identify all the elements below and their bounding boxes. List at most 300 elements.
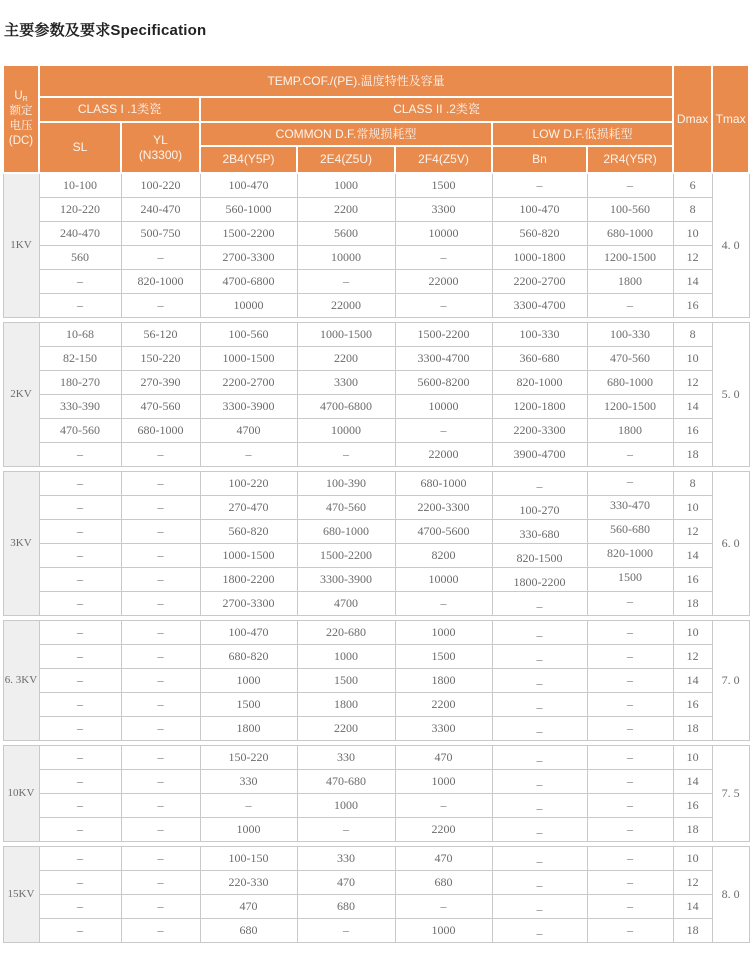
dmax-cell: 16 [673,692,712,716]
2b4-cell: 1000 [200,668,297,692]
table-row [3,221,749,245]
bn-cell: 1800-2200 [492,567,587,591]
sl-cell: – [39,817,121,841]
sl-cell: – [39,894,121,918]
bn-cell: 3300-4700 [492,293,587,317]
2e4-cell: 220-680 [297,620,395,644]
yl-cell: – [121,668,200,692]
2b4-cell: 100-470 [200,173,297,197]
sl-cell: – [39,846,121,870]
tmax-cell: 8. 0 [712,846,749,942]
2e4-cell: 1800 [297,692,395,716]
2f4-cell: 5600-8200 [395,370,492,394]
voltage-line-3: 电压 [9,120,33,133]
tmax-cell: 6. 0 [712,471,749,615]
2r4-cell: – [587,817,673,841]
bn-cell: – [492,870,587,894]
yl-column-header [121,122,200,173]
2b4-cell: 680 [200,918,297,942]
yl-cell: – [121,293,200,317]
bn-cell: 100-330 [492,322,587,346]
dmax-cell: 14 [673,269,712,293]
sl-cell: 330-390 [39,394,121,418]
2f4-cell: 10000 [395,567,492,591]
2e4-cell: 680-1000 [297,519,395,543]
2f4-cell: 22000 [395,442,492,466]
table-row [3,894,749,918]
table-row [3,543,749,567]
voltage-cell: 6. 3KV [3,620,39,740]
sl-cell: – [39,793,121,817]
dmax-cell: 16 [673,793,712,817]
sl-cell: – [39,716,121,740]
spec-table [2,64,750,943]
2b4-cell: 330 [200,769,297,793]
dmax-cell: 18 [673,442,712,466]
bn-cell: – [492,894,587,918]
2e4-cell: 1000 [297,173,395,197]
dmax-cell: 8 [673,471,712,495]
2b4-cell: 1000-1500 [200,346,297,370]
2r4-cell: – [587,692,673,716]
table-row [3,846,749,870]
dmax-cell: 18 [673,918,712,942]
table-row [3,644,749,668]
temp-cof-header: TEMP.COF./(PE).温度特性及容量 [39,65,673,97]
2f4-cell: 2200-3300 [395,495,492,519]
2e4-cell: 470-560 [297,495,395,519]
bn-cell: 1000-1800 [492,245,587,269]
2b4-cell: 100-220 [200,471,297,495]
yl-cell: – [121,591,200,615]
table-row [3,197,749,221]
table-row [3,716,749,740]
2b4-cell: 1000-1500 [200,543,297,567]
2e4-cell: 330 [297,846,395,870]
2r4-cell: – [587,870,673,894]
2f4-cell: – [395,245,492,269]
2r4-cell: – [587,668,673,692]
2b4-cell: 4700-6800 [200,269,297,293]
sl-cell: – [39,293,121,317]
2b4-cell: 560-1000 [200,197,297,221]
sl-cell: – [39,620,121,644]
bn-cell: – [492,620,587,644]
2b4-cell: 2700-3300 [200,591,297,615]
2e4-cell: – [297,817,395,841]
2e4-cell: 2200 [297,346,395,370]
2r4-cell: – [587,793,673,817]
2f4-cell: 10000 [395,221,492,245]
2e4-cell: 1000-1500 [297,322,395,346]
bn-cell: – [492,668,587,692]
2r4-cell: 1800 [587,269,673,293]
bn-cell: 330-680 [492,519,587,543]
2r4-column-header: 2R4(Y5R) [587,146,673,173]
tmax-cell: 7. 5 [712,745,749,841]
bn-cell: 560-820 [492,221,587,245]
dmax-header: Dmax [673,65,712,173]
2f4-cell: 2200 [395,817,492,841]
2e4-cell: 3300 [297,370,395,394]
yl-cell: 100-220 [121,173,200,197]
dmax-cell: 14 [673,543,712,567]
table-row [3,346,749,370]
bn-cell: 1200-1800 [492,394,587,418]
tmax-cell: 4. 0 [712,173,749,317]
voltage-line-2: 额定 [9,105,33,118]
yl-cell: 680-1000 [121,418,200,442]
bn-cell: – [492,716,587,740]
2e4-cell: 10000 [297,245,395,269]
2b4-cell: 1500 [200,692,297,716]
table-row [3,668,749,692]
dmax-cell: 10 [673,495,712,519]
yl-cell: – [121,543,200,567]
sl-cell: – [39,644,121,668]
2f4-cell: 10000 [395,394,492,418]
2f4-cell: 1000 [395,769,492,793]
2e4-cell: 470 [297,870,395,894]
sl-cell: 120-220 [39,197,121,221]
yl-cell: 240-470 [121,197,200,221]
2r4-cell: 100-560 [587,197,673,221]
2b4-cell: 100-150 [200,846,297,870]
table-row [3,817,749,841]
dmax-cell: 14 [673,394,712,418]
table-header [3,65,749,173]
table-row [3,793,749,817]
dmax-cell: 6 [673,173,712,197]
2e4-cell: – [297,918,395,942]
2e4-cell: 4700-6800 [297,394,395,418]
2r4-cell: 560-680 [587,519,673,543]
yl-cell: – [121,471,200,495]
table-row [3,567,749,591]
2f4-cell: 4700-5600 [395,519,492,543]
2r4-cell: – [587,846,673,870]
table-row [3,245,749,269]
sl-cell: 180-270 [39,370,121,394]
yl-cell: – [121,716,200,740]
bn-cell: 100-270 [492,495,587,519]
2b4-cell: – [200,442,297,466]
sl-cell: – [39,870,121,894]
dmax-cell: 18 [673,817,712,841]
bn-cell: – [492,591,587,615]
2e4-column-header: 2E4(Z5U) [297,146,395,173]
2b4-cell: 270-470 [200,495,297,519]
2b4-cell: – [200,793,297,817]
2f4-cell: – [395,418,492,442]
2e4-cell: 1000 [297,793,395,817]
bn-cell: – [492,692,587,716]
2r4-cell: – [587,745,673,769]
2b4-cell: 100-470 [200,620,297,644]
2r4-cell: – [587,442,673,466]
sl-cell: – [39,543,121,567]
table-row [3,370,749,394]
dmax-cell: 12 [673,370,712,394]
bn-cell: 820-1500 [492,543,587,567]
yl-line-2: (N3300) [138,147,183,162]
yl-line-1: YL [153,132,168,147]
bn-cell: – [492,745,587,769]
bn-cell: – [492,918,587,942]
2e4-cell: 2200 [297,716,395,740]
bn-cell: – [492,644,587,668]
2f4-cell: – [395,894,492,918]
bn-cell: 3900-4700 [492,442,587,466]
dmax-cell: 14 [673,769,712,793]
yl-cell: – [121,894,200,918]
2f4-cell: 1500 [395,644,492,668]
2r4-cell: 820-1000 [587,543,673,567]
2f4-cell: 470 [395,846,492,870]
bn-cell: 2200-3300 [492,418,587,442]
dmax-cell: 12 [673,245,712,269]
2e4-cell: 680 [297,894,395,918]
bn-column-header: Bn [492,146,587,173]
sl-cell: – [39,668,121,692]
rated-voltage-header [3,65,39,173]
dmax-cell: 18 [673,716,712,740]
2e4-cell: 10000 [297,418,395,442]
table-row [3,442,749,466]
yl-cell: – [121,644,200,668]
2e4-cell: 100-390 [297,471,395,495]
sl-cell: – [39,591,121,615]
table-row [3,870,749,894]
2b4-cell: 2700-3300 [200,245,297,269]
2r4-cell: – [587,173,673,197]
2b4-cell: 10000 [200,293,297,317]
yl-cell: 56-120 [121,322,200,346]
2b4-cell: 3300-3900 [200,394,297,418]
yl-cell: – [121,442,200,466]
dmax-cell: 16 [673,293,712,317]
low-df-header: LOW D.F.低损耗型 [492,122,673,146]
2f4-cell: 1800 [395,668,492,692]
2r4-cell: 1500 [587,567,673,591]
sl-cell: – [39,567,121,591]
table-row [3,394,749,418]
2f4-cell: 680-1000 [395,471,492,495]
dmax-cell: 16 [673,418,712,442]
2e4-cell: 3300-3900 [297,567,395,591]
2f4-cell: 470 [395,745,492,769]
2f4-cell: 3300 [395,716,492,740]
yl-cell: 270-390 [121,370,200,394]
table-row [3,322,749,346]
voltage-cell: 15KV [3,846,39,942]
yl-cell: 150-220 [121,346,200,370]
2r4-cell: – [587,620,673,644]
page-title: 主要参数及要求Specification [4,22,207,39]
dmax-cell: 12 [673,519,712,543]
header-row-2 [3,97,749,122]
table-row [3,769,749,793]
table-row [3,519,749,543]
dmax-cell: 10 [673,846,712,870]
2f4-cell: 3300 [395,197,492,221]
sl-cell: 82-150 [39,346,121,370]
bn-cell: 360-680 [492,346,587,370]
2e4-cell: 4700 [297,591,395,615]
table-row [3,591,749,615]
table-row [3,918,749,942]
bn-cell: 820-1000 [492,370,587,394]
2b4-cell: 100-560 [200,322,297,346]
yl-cell: – [121,870,200,894]
2b4-column-header: 2B4(Y5P) [200,146,297,173]
spec-table-body [3,173,749,942]
2e4-cell: 1000 [297,644,395,668]
dmax-cell: 8 [673,197,712,221]
2f4-cell: 3300-4700 [395,346,492,370]
2r4-cell: 680-1000 [587,221,673,245]
header-row-3 [3,122,749,146]
yl-cell: – [121,620,200,644]
table-row [3,495,749,519]
2f4-cell: 22000 [395,269,492,293]
table-row [3,293,749,317]
yl-cell: 470-560 [121,394,200,418]
2f4-cell: – [395,793,492,817]
2e4-cell: – [297,269,395,293]
dmax-cell: 8 [673,322,712,346]
2b4-cell: 1800-2200 [200,567,297,591]
dmax-cell: 10 [673,346,712,370]
2e4-cell: 1500-2200 [297,543,395,567]
table-row [3,173,749,197]
table-row [3,692,749,716]
sl-cell: – [39,471,121,495]
table-row [3,745,749,769]
2f4-cell: 2200 [395,692,492,716]
bn-cell: – [492,793,587,817]
2b4-cell: 150-220 [200,745,297,769]
sl-cell: 470-560 [39,418,121,442]
2r4-cell: 1200-1500 [587,394,673,418]
2r4-cell: – [587,644,673,668]
2f4-column-header: 2F4(Z5V) [395,146,492,173]
2r4-cell: 330-470 [587,495,673,519]
bn-cell: – [492,769,587,793]
2r4-cell: 100-330 [587,322,673,346]
2r4-cell: – [587,769,673,793]
bn-cell: – [492,471,587,495]
2r4-cell: 470-560 [587,346,673,370]
yl-cell: – [121,793,200,817]
voltage-cell: 10KV [3,745,39,841]
2b4-cell: 1800 [200,716,297,740]
2r4-cell: – [587,918,673,942]
2b4-cell: 220-330 [200,870,297,894]
2e4-cell: 1500 [297,668,395,692]
voltage-line-4: (DC) [8,135,34,148]
sl-cell: – [39,519,121,543]
2r4-cell: 1800 [587,418,673,442]
2b4-cell: 1000 [200,817,297,841]
2r4-cell: 680-1000 [587,370,673,394]
sl-cell: 10-68 [39,322,121,346]
2b4-cell: 1500-2200 [200,221,297,245]
class1-header: CLASS I .1类瓷 [39,97,200,122]
class2-header: CLASS II .2类瓷 [200,97,673,122]
header-row-1 [3,65,749,97]
sl-column-header: SL [39,122,121,173]
sl-cell: – [39,692,121,716]
table-row [3,620,749,644]
yl-cell: – [121,846,200,870]
voltage-symbol-sub: R [22,96,28,104]
2e4-cell: 330 [297,745,395,769]
yl-cell: – [121,495,200,519]
bn-cell: – [492,846,587,870]
sl-cell: – [39,745,121,769]
2r4-cell: – [587,293,673,317]
dmax-cell: 18 [673,591,712,615]
2f4-cell: – [395,293,492,317]
tmax-header: Tmax [712,65,749,173]
2f4-cell: 1500 [395,173,492,197]
2f4-cell: 1000 [395,620,492,644]
2e4-cell: – [297,442,395,466]
2b4-cell: 470 [200,894,297,918]
yl-cell: 500-750 [121,221,200,245]
yl-cell: – [121,918,200,942]
dmax-cell: 10 [673,745,712,769]
yl-cell: – [121,692,200,716]
bn-cell: 2200-2700 [492,269,587,293]
dmax-cell: 14 [673,894,712,918]
2f4-cell: 1000 [395,918,492,942]
2b4-cell: 2200-2700 [200,370,297,394]
dmax-cell: 12 [673,644,712,668]
yl-cell: – [121,745,200,769]
2b4-cell: 4700 [200,418,297,442]
2r4-cell: – [587,716,673,740]
dmax-cell: 10 [673,221,712,245]
2f4-cell: 1500-2200 [395,322,492,346]
sl-cell: – [39,442,121,466]
yl-cell: – [121,245,200,269]
2b4-cell: 680-820 [200,644,297,668]
sl-cell: 240-470 [39,221,121,245]
sl-cell: 10-100 [39,173,121,197]
tmax-cell: 7. 0 [712,620,749,740]
dmax-cell: 14 [673,668,712,692]
2r4-cell: 1200-1500 [587,245,673,269]
bn-cell: – [492,817,587,841]
2f4-cell: – [395,591,492,615]
tmax-cell: 5. 0 [712,322,749,466]
yl-cell: – [121,567,200,591]
table-row [3,269,749,293]
sl-cell: 560 [39,245,121,269]
dmax-cell: 12 [673,870,712,894]
2e4-cell: 470-680 [297,769,395,793]
yl-cell: – [121,519,200,543]
2e4-cell: 22000 [297,293,395,317]
bn-cell: – [492,173,587,197]
yl-cell: – [121,769,200,793]
voltage-cell: 1KV [3,173,39,317]
2b4-cell: 560-820 [200,519,297,543]
voltage-symbol: U [14,90,23,103]
2f4-cell: 8200 [395,543,492,567]
